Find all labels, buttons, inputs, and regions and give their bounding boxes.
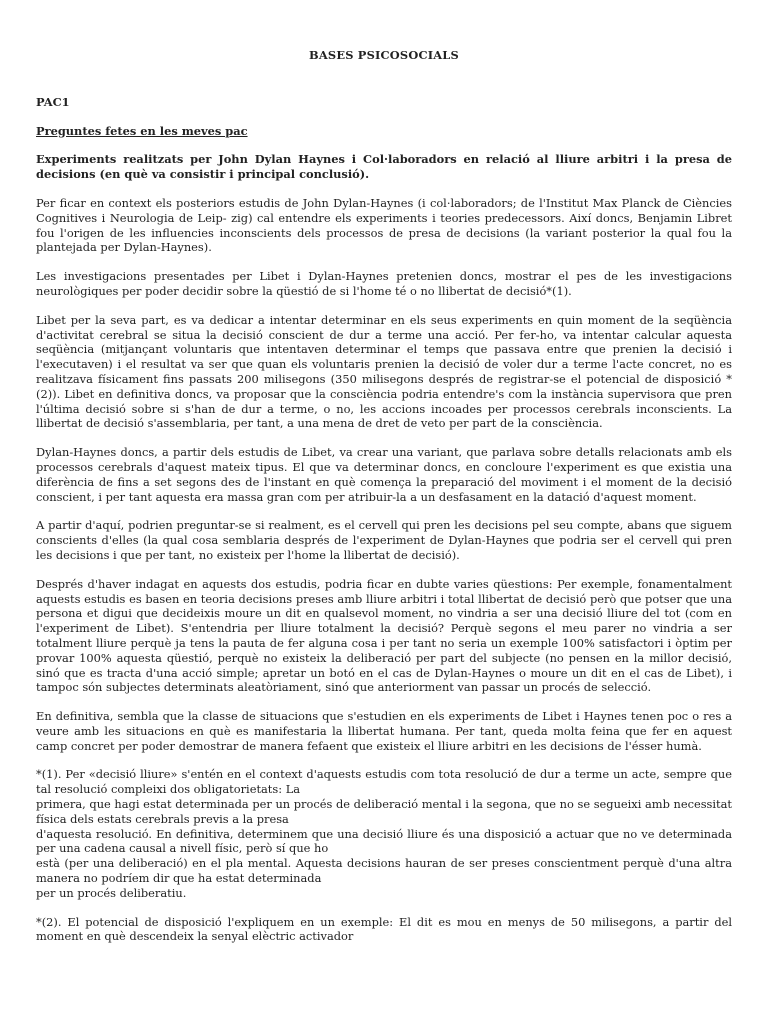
footnote-2: *(2). El potencial de disposició l'expliquem en un exemple: El dit es mou en menys de 50 milisegons, a partir del moment en què descendeix la senyal elèctric activador	[36, 914, 732, 944]
footnote-line: per un procés deliberatiu.	[36, 885, 187, 900]
paragraph: Per ficar en context els posteriors estudis de John Dylan-Haynes (i col·laboradors; de l'Institut Max Planck de Ciències Cognitives i Neurologia de Leip- zig) cal entendre els experiments i teories predecessors. Així doncs, Benjamin Libret fou l'origen de les influencies inconscients dels processos de presa de decisions (la variant posterior la qual fou la plantejada per Dylan-Haynes).	[36, 195, 732, 255]
paragraph: Les investigacions presentades per Libet i Dylan-Haynes pretenien doncs, mostrar el pes de les investigacions neurològiques per poder decidir sobre la qüestió de si l'home té o no llibertat de decisió*(1).	[36, 269, 732, 298]
paragraph: Libet per la seva part, es va dedicar a intentar determinar en els seus experiments en quin moment de la seqüència d'activitat cerebral se situa la decisió conscient de dur a terme una acció. Per fer-ho, va intentar calcular aquesta seqüència (mitjançant voluntaris que intentaven determinar el temps que passava entre que prenien la decisió i l'executaven) i el resultat va ser que quan els voluntaris prenien la decisió de voler dur a terme l'acte concret, no es realitzava físicament fins passats 200 milisegons (350 milisegons després de registrar-se el potencial de disposició *(2)). Libet en definitiva doncs, va proposar que la consciència podria entendre's com la instància supervisora que pren l'última decisió sobre si s'han de dur a terme, o no, les accions incoades per processos cerebrals inconscients. La llibertat de decisió s'assemblaria, per tant, a una mena de dret de veto per part de la consciència.	[36, 312, 732, 431]
footnote-line: està (per una deliberació) en el pla mental. Aquesta decisions hauran de ser preses conscientment perquè d'una altra manera no podríem dir que ha estat determinada	[36, 856, 732, 886]
paragraph: Després d'haver indagat en aquests dos estudis, podria ficar en dubte varies qüestions: Per exemple, fonamentalment aquests estudis es basen en teoria decisions preses amb lliure arbitri i total llibertat de decisió però que potser que una persona et digui que decideixis moure un dit en qualsevol moment, no vindria a ser una decisió lliure del tot (com en l'experiment de Libet). S'entendria per lliure totalment la decisió? Perquè segons el meu parer no vindria a ser totalment lliure perquè ja tens la pauta de fer alguna cosa i per tant no seria un exemple 100% satisfactori i òptim per provar 100% aquesta qüestió, perquè no existeix la deliberació per part del subjecte (no pensen en la millor decisió, sinó que es tracta d'una acció simple; apretar un botó en el cas de Dylan-Haynes o moure un dit en el cas de Libet), i tampoc són subjectes determinats aleatòriament, sinó que anteriorment van passar un procés de selecció.	[36, 576, 732, 695]
footnote-line: primera, que hagi estat determinada per un procés de deliberació mental i la segona, que no se segueixi amb necessitat física dels estats cerebrals previs a la presa	[36, 797, 732, 826]
question-heading: Experiments realitzats per John Dylan Haynes i Col·laboradors en relació al lliure arbitri i la presa de decisions (en què va consistir i principal conclusió).	[36, 152, 732, 182]
footnote-line: *(1). Per «decisió lliure» s'entén en el context d'aquests estudis com tota resolució de dur a terme un acte, sempre que tal resolució compleixi dos obligatorietats: La	[36, 767, 732, 797]
paragraph: A partir d'aquí, podrien preguntar-se si realment, es el cervell qui pren les decisions pel seu compte, abans que siguem conscients d'elles (la qual cosa semblaria després de l'experiment de Dylan-Haynes que podria ser el cervell qui pren les decisions i que per tant, no existeix per l'home la llibertat de decisió).	[36, 518, 732, 562]
paragraph: Dylan-Haynes doncs, a partir dels estudis de Libet, va crear una variant, que parlava sobre detalls relacionats amb els processos cerebrals d'aquest mateix tipus. El que va determinar doncs, en concloure l'experiment es que existia una diferència de fins a set segons des de l'instant en què comença la preparació del moviment i el moment de la decisió conscient, i per tant aquesta era massa gran com per atribuir-la a un desfasament en la datació d'aquest moment.	[36, 445, 732, 504]
paragraph: En definitiva, sembla que la classe de situacions que s'estudien en els experiments de Libet i Haynes tenen poc o res a veure amb les situacions en què es manifestaria la llibertat humana. Per tant, queda molta feina que fer en aquest camp concret per poder demostrar de manera fefaent que existeix el lliure arbitri en les decisions de l'ésser humà.	[36, 709, 732, 753]
document-page	[36, 48, 732, 958]
section-label: PAC1	[36, 94, 70, 109]
footnote-line: d'aquesta resolució. En definitiva, determinem que una decisió lliure és una disposició a actuar que no ve determinada per una cadena causal a nivell físic, però sí que ho	[36, 826, 732, 856]
footnote-1	[36, 767, 732, 900]
subheading: Preguntes fetes en les meves pac	[36, 123, 248, 138]
document-title: BASES PSICOSOCIALS	[309, 48, 459, 62]
